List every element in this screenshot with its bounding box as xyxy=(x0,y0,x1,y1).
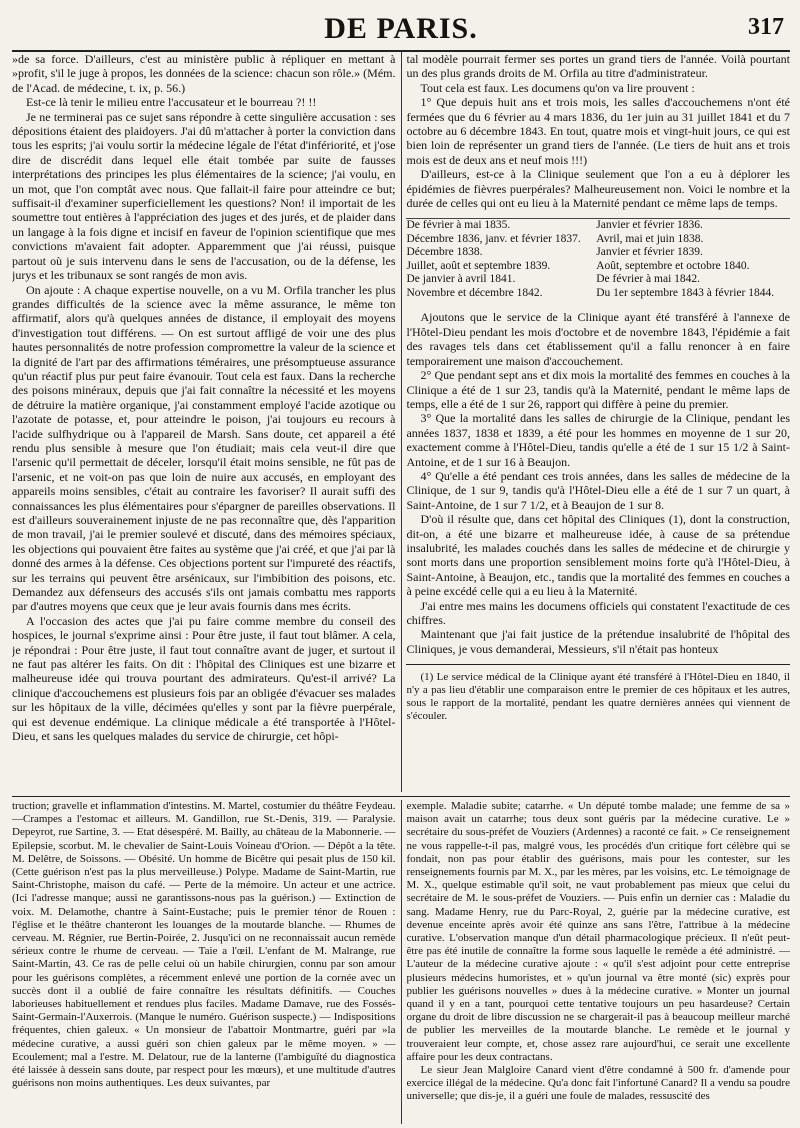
table-cell: De janvier à avril 1841. xyxy=(406,273,516,286)
page-header xyxy=(12,0,790,52)
table-cell: Du 1er septembre 1843 à février 1844. xyxy=(596,286,775,299)
left-column xyxy=(12,52,396,792)
paragraph: 2° Que pendant sept ans et dix mois la mortalité des femmes en couches à la Clinique a été de 1 sur 23, tandis qu'à la Maternité, pendant le même laps de temps, elle a été de 1 sur 26, rapport qui diffère à peine du premier. xyxy=(406,368,790,411)
page-number: 317 xyxy=(748,14,784,40)
table-cell: Décembre 1836, janv. et février 1837. xyxy=(406,232,581,245)
table-row xyxy=(406,246,790,260)
paragraph: On ajoute : A chaque expertise nouvelle, on a vu M. Orfila trancher les plus grandes difficultés de la science avec la même assurance, le même ton affirmatif, alors qu'à quelques années de distance, il employait des moyens d'investigation tout différens. — On est surtout affligé de voir une des plus hautes personnalités de notre profession compromettre la valeur de la science et la dignité de l'art par des affirmations téméraires, une présomptueuse assurance qu'un réactif plus pur peut faire évanouir. Tout cela est faux. Dans la recherche des poisons minéraux, depuis que j'ai fait connaître la nécessité et les moyens de détruire la matière organique, j'ai constamment employé l'acide azotique ou l'azotate de potasse, et, pour atteindre le poison, j'ai toujours eu recours à l'acide sulfhydrique ou à l'appareil de Marsh. Sans doute, cet appareil a été rendu plus sensible à mesure que l'on étudiait; mais cela veut-il dire que l'arsenic qu'il permettait de déceler, lorsqu'il était moins sensible, ne fût pas de l'arsenic, et ne voit-on pas que loin de nuire aux accusés, en employant des appareils moins sensibles, c'était au contraire les favoriser? Il aurait suffi des connaissances les plus élémentaires pour s'épargner de pareilles observations. Il est d'ailleurs souverainement injuste de ne pas reconnaître que, dès l'apparition de mon travail, j'ai le premier soulevé et discuté, dans des mémoires spéciaux, les objections qui pouvaient être faites au système que j'ai créé, et que j'ai par là donné des armes à la défense. Ces objections portent sur l'impureté des réactifs, sur les terrains qui peuvent être arsénicaux, sur l'imbibition des poisons, etc. Demandez aux défenseurs des accusés s'ils ont jamais combattu mes rapports par d'autres moyens que ceux que je leur avais fournis dans mes écrits. xyxy=(12,282,396,614)
epidemic-dates-table xyxy=(406,218,790,300)
table-cell: De février à mai 1842. xyxy=(596,273,701,286)
bottom-left-column xyxy=(12,800,396,1124)
paragraph: J'ai entre mes mains les documens officiels qui constatent l'exactitude de ces chiffres. xyxy=(406,598,790,627)
masthead-title: DE PARIS. xyxy=(324,12,478,45)
column-divider xyxy=(401,800,402,1124)
table-row xyxy=(406,273,790,287)
paragraph: Le sieur Jean Malgloire Canard vient d'être condamné à 500 fr. d'amende pour exercice illégal de la médecine. Qu'a donc fait l'infortuné Canard? Il a vendu sa poudre universelle; que dis-je, il a guéri une foule de malades, ressuscité des xyxy=(406,1064,790,1103)
table-row xyxy=(406,287,790,301)
paragraph: Ajoutons que le service de la Clinique ayant été transféré à l'annexe de l'Hôtel-Dieu pendant les mois d'octobre et de novembre 1843, l'épidémie a fait des ravages tels dans cet établissement qu'il a fallu renoncer à en faire temporairement une maison d'accouchement. xyxy=(406,310,790,368)
table-row xyxy=(406,219,790,233)
right-column xyxy=(406,52,790,792)
paragraph: Maintenant que j'ai fait justice de la prétendue insalubrité de l'hôpital des Cliniques, je vous demanderai, Messieurs, s'il n'était pas honteux xyxy=(406,627,790,656)
paragraph: 4° Qu'elle a été pendant ces trois années, dans les salles de médecine de la Clinique, de 1 sur 9, tandis qu'à l'Hôtel-Dieu elle a été de 1 sur 7 un quart, à Saint-Antoine, de 1 sur 7 1/2, et à Beaujon de 1 sur 8. xyxy=(406,468,790,512)
paragraph: D'où il résulte que, dans cet hôpital des Cliniques (1), dont la construction, dit-on, a été une bizarre et malheureuse idée, à cause de sa prétendue insalubrité, les malades couchés dans les salles de médecine et de chirurgie y sont morts dans une proportion sensiblement moins forte qu'à l'Hôtel-Dieu, à Saint-Antoine, à Beaujon, etc., tandis que la mortalité des femmes en couches a à peine excédé celle qui a eu lieu à la Maternité. xyxy=(406,512,790,599)
footnote-rule xyxy=(406,664,790,665)
feuilleton-section xyxy=(12,800,790,1124)
paragraph: »de sa force. D'ailleurs, c'est au ministère public à répliquer en mettant à »profit, s'il le juge à propos, les données de la science: chacun son rôle.» (Mém. de l'Acad. de médecine, t. ix, p. 56.) xyxy=(12,52,396,95)
table-cell: Novembre et décembre 1842. xyxy=(406,286,543,299)
table-cell: Juillet, août et septembre 1839. xyxy=(406,259,551,272)
paragraph: exemple. Maladie subite; catarrhe. « Un député tombe malade; une femme de sa » maison avait un catarrhe; tous deux sont guéris par la médecine curative. Le » secrétaire du sous-préfet de Vouziers (Ardennes) a raconté ce fait. » Ce renseignement ne vous rappelle-t-il pas, malgré vous, les procédés d'un critique fort célèbre qui se fondait, non pas pour établir des guérisons, mais pour les contester, sur les renseignements fournis par M. X., par les mères, par les voisins, etc. Le témoignage de M. X., quelque estimable qu'il soit, ne vaut probablement pas mieux que celui du secrétaire de M. le sous-préfet de Vouziers. — Puis enfin un dernier cas : Maladie du sang. Madame Henry, rue du Parc-Royal, 2, guérie par la médecine curative, est devenue enceinte après avoir été quinze ans sans l'être, l'attribue à la médecine curative. L'observation manque d'un détail pharmacologique précieux. Il n'eût peut-être pas été inutile de connaître la forme sous laquelle le remède a été administré. — L'auteur de la médecine curative ajoute : « qu'il s'est adjoint pour cette entreprise plusieurs médecins humoristes, et » qu'un journal va être monté (sic) exprès pour publier les guérisons nouvelles » dues à la médecine curative. » Monter un journal quand il y en a tant, pourquoi cette tentative toujours un peu hasardeuse? Certain organe du droit de libre discussion ne se chargerait-il pas à beaucoup meilleur marché de publier les merveilles de la moutarde blanche. Le remède et le journal y trouveraient leur compte, et, chose assez rare aujourd'hui, ce serait une excellente affaire pour les deux contractans. xyxy=(406,800,790,1063)
table-cell: Janvier et février 1839. xyxy=(596,246,703,259)
table-cell: Décembre 1838. xyxy=(406,246,483,259)
paragraph: Est-ce là tenir le milieu entre l'accusateur et le bourreau ?! !! xyxy=(26,95,317,110)
paragraph: Tout cela est faux. Les documens qu'on va lire prouvent : xyxy=(420,80,695,95)
table-row xyxy=(406,233,790,247)
paragraph: tal modèle pourrait fermer ses portes un grand tiers de l'année. Voilà pourtant un des plus grands droits de M. Orfila au titre d'administrateur. xyxy=(406,52,790,81)
table-cell: Août, septembre et octobre 1840. xyxy=(596,259,750,272)
paragraph: A l'occasion des actes que j'ai pu faire comme membre du conseil des hospices, le journal s'exprime ainsi : Pour être juste, il faut tout blâmer. A cela, je répondrai : Pour être juste, il faut tout connaître avant de juger, et surtout il ne faut pas altérer les faits. On dit : l'hôpital des Cliniques est une bizarre et malheureuse idée qui trouva pourtant des admirateurs. Qu'est-il arrivé? La clinique d'accouchemens est plusieurs fois par an obligée d'évacuer ses malades sur les hôpitaux de la ville, décimées qu'elles y sont par la fièvre puerpérale, qui est devenue endémique. La clinique médicale a été transportée à l'Hôtel-Dieu, et sans les quelques malades du service de chirurgie, cet hôpi- xyxy=(12,613,396,744)
header-rule xyxy=(12,50,790,52)
paragraph: Je ne terminerai pas ce sujet sans répondre à cette singulière accusation : ses dépositions étaient des plaidoyers. J'ai dû m'attacher à porter la conviction dans tous les esprits; j'ai voulu sortir la médecine légale de l'état d'infériorité, et j'ose dire de discrédit dans lequel elle était tombée par suite de fausses interprétations des principes les plus élémentaires de la science; j'ai voulu, en un mot, que l'on comptât avec nous. Que fallait-il faire pour atteindre ce but; suffisait-il d'examiner superficiellement les questions? Non! il importait de les soumettre tout entières à l'appréciation des juges et des jurés, et de plaider dans un langage à la fois digne et incisif en faveur de l'opinion scientifique que mes convictions m'avaient fait adopter. Apparemment que j'ai réussi, puisque partout où je suis intervenu dans le sens de l'accusation, ou de la défense, les jurys et les tribunaux se sont rangés de mon avis. xyxy=(12,109,396,283)
footnote: (1) Le service médical de la Clinique ayant été transféré à l'Hôtel-Dieu en 1840, il n'y a pas lieu d'établir une comparaison entre le premier de ces hôpitaux et les autres, sous le rapport de la mortalité, pendant les quatre dernières années qui viennent de s'écouler. xyxy=(406,671,790,723)
table-row xyxy=(406,260,790,274)
bottom-right-column xyxy=(406,800,790,1124)
table-cell: De février à mai 1835. xyxy=(406,219,511,232)
column-divider xyxy=(401,52,402,792)
table-cell: Avril, mai et juin 1838. xyxy=(596,232,704,245)
paragraph: 3° Que la mortalité dans les salles de chirurgie de la Clinique, pendant les années 1837, 1838 et 1839, a été pour les hommes en moyenne de 1 sur 20, exactement comme à l'Hôtel-Dieu, tandis qu'elle a été de 1 sur 15 1/2 à Saint-Antoine, et de 1 sur 16 à Beaujon. xyxy=(406,411,790,469)
section-rule xyxy=(12,796,790,797)
main-columns xyxy=(12,52,790,792)
paragraph: truction; gravelle et inflammation d'intestins. M. Martel, costumier du théâtre Feydeau. —Crampes a l'estomac et ailleurs. M. Gandillon, rue St.-Denis, 319. — Paralysie. Depeyrot, rue Sartine, 3. — Etat désespéré. M. Bailly, au château de la Mabonnerie. — Epilepsie, scorbut. M. le chevalier de Saint-Louis Voineau d'Orion. — Dépôt a la tête. M. Delêtre, de Soissons. — Obésité. Un homme de Bicêtre qui pesait plus de 150 kil. (Cette guérison n'est pas la plus merveilleuse.) Polype. Madame de Saint-Martin, rue Saint-Christophe, maison du café. — Perte de la mémoire. Un acteur et une actrice. (Ici l'adresse manque; aussi ne garantissons-nous pas la guérison.) — Extinction de voix. M. Delamothe, chantre à Saint-Eustache; puis le premier ténor de Rouen : l'église et le théâtre chanteront les louanges de la moutarde blanche. — Rhumes de cerveau. M. Régnier, rue Bertin-Poirée, 2. Jusqu'ici on ne reconnaissait aucun remède sérieux contre le rhume de cerveau. — Taie a l'œil. L'enfant de M. Malrange, rue Saint-Martin, 43. Ce ras de pelle celui où un habile chirurgien, connu par son amour pour les guérisons complètes, a récemment enlevé une portion de la cornée avec un succès dont il a oublié de faire connaître les résultats définitifs. — Couches laborieuses habituellement et rendues plus faciles. Madame Damave, rue des Fossés-Saint-Germain-l'Auxerrois. (Manque le numéro. Guérison suspecte.) — Indispositions fréquentes, chien galeux. « Un monsieur de l'abattoir Montmartre, guéri par »la médecine curative, a aussi guéri son chien galeux par le même moyen. » — Ecoulement; mal a l'estre. M. Delatour, rue de la lanterne (l'ambiguïté du diagnostica été laissée à dessein sans doute, par respect pour les mœurs), et une multitude d'autres guérisons non moins authentiques. Les deux suivantes, par xyxy=(12,800,396,1090)
paragraph: 1° Que depuis huit ans et trois mois, les salles d'accouchemens n'ont été fermées que du 6 février au 4 mars 1836, du 1er juin au 31 juillet 1841 et du 7 octobre au 6 décembre 1843. En tout, quatre mois et vingt-huit jours, ce qui est bien loin de représenter un grand tiers de l'année. (Le tiers de huit ans et trois mois est de deux ans et neuf mois !!!) xyxy=(406,95,790,167)
table-cell: Janvier et février 1836. xyxy=(596,219,703,232)
paragraph: D'ailleurs, est-ce à la Clinique seulement que l'on a eu à déplorer les épidémies de fièvres puerpérales? Malheureusement non. Voici le nombre et la durée de celles qui ont eu lieu à la Maternité pendant ce même laps de temps. xyxy=(406,167,790,211)
